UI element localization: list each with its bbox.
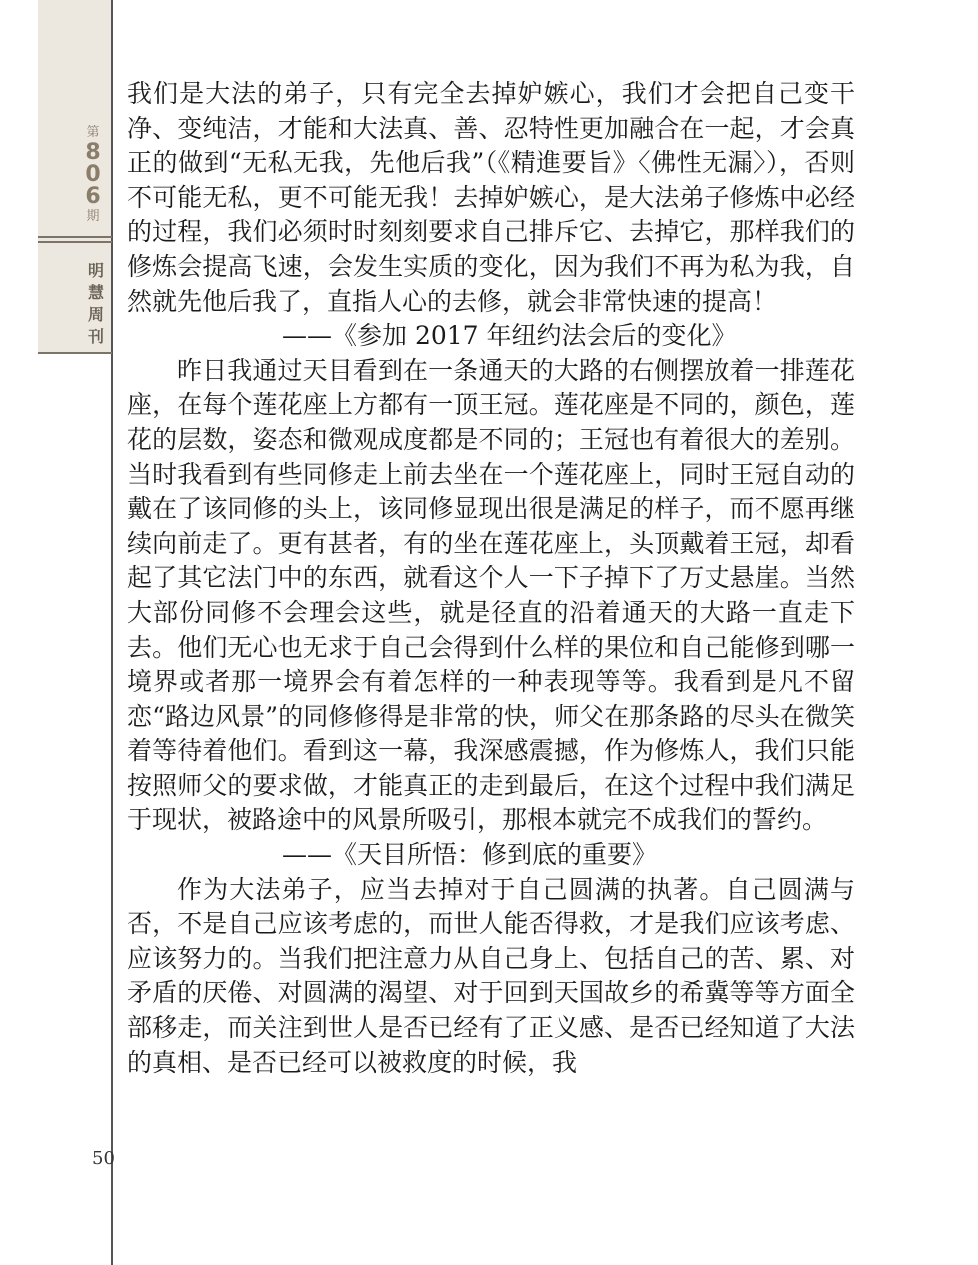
sidebar-bottom-rule [38, 352, 112, 354]
paragraph: 昨日我通过天目看到在一条通天的大路的右侧摆放着一排莲花座，在每个莲花座上方都有一顶王冠。莲花座是不同的，颜色，莲花的层数，姿态和微观成度都是不同的；王冠也有着很大的差别。当时我看到有些同修走上前去坐在一个莲花座上，同时王冠自动的戴在了该同修的头上，该同修显现出很是满足的样子，而不愿再继续向前走了。更有甚者，有的坐在莲花座上，头顶戴着王冠，却看起了其它法门中的东西，就看这个人一下子掉下了万丈悬崖。当然大部份同修不会理会这些，就是径直的沿着通天的大路一直走下去。他们无心也无求于自己会得到什么样的果位和自己能修到哪一境界或者那一境界会有着怎样的一种表现等等。我看到是凡不留恋“路边风景”的同修修得是非常的快，师父在那条路的尽头在微笑着等待着他们。看到这一幕，我深感震撼，作为修炼人，我们只能按照师父的要求做，才能真正的走到最后，在这个过程中我们满足于现状，被路途中的风景所吸引，那根本就完不成我们的誓约。 [127, 355, 855, 835]
issue-suffix: 期 [86, 209, 100, 224]
paragraph: 作为大法弟子，应当去掉对于自己圆满的执著。自己圆满与否，不是自己应该考虑的，而世人能否得救，才是我们应该考虑、应该努力的。当我们把注意力从自己身上、包括自己的苦、累、对矛盾的厌倦、对圆满的渴望、对于回到天国故乡的希冀等等方面全部移走，而关注到世人是否已经有了正义感、是否已经知道了大法的真相、是否已经可以被救度的时候，我 [127, 874, 855, 1077]
article-body [127, 77, 855, 1080]
issue-label [82, 124, 104, 226]
paragraph: 我们是大法的弟子，只有完全去掉妒嫉心，我们才会把自己变干净、变纯洁，才能和大法真、善、忍特性更加融合在一起，才会真正的做到“无私无我，先他后我”（《精進要旨》〈佛性无漏〉），否则不可能无私，更不可能无我！去掉妒嫉心，是大法弟子修炼中必经的过程，我们必须时时刻刻要求自己排斥它、去掉它，那样我们的修炼会提高飞速，会发生实质的变化，因为我们不再为私为我，自然就先他后我了，直指人心的去修，就会非常快速的提高！ [127, 79, 855, 316]
issue-prefix: 第 [86, 125, 100, 140]
issue-digit: 0 [85, 162, 101, 187]
publication-name [86, 260, 106, 348]
divider [38, 241, 112, 243]
brand-char: 刊 [87, 327, 104, 346]
brand-char: 慧 [87, 283, 104, 302]
source-citation: ——《天目所悟：修到底的重要》 [282, 840, 658, 870]
brand-char: 周 [87, 305, 104, 324]
source-citation: ——《参加 2017 年纽约法会后的变化》 [282, 321, 737, 351]
margin-rule [111, 0, 113, 1265]
page-number: 50 [92, 1148, 115, 1169]
issue-digit: 6 [85, 184, 101, 209]
brand-char: 明 [87, 261, 104, 280]
issue-digit: 8 [85, 140, 101, 165]
divider [38, 236, 112, 238]
